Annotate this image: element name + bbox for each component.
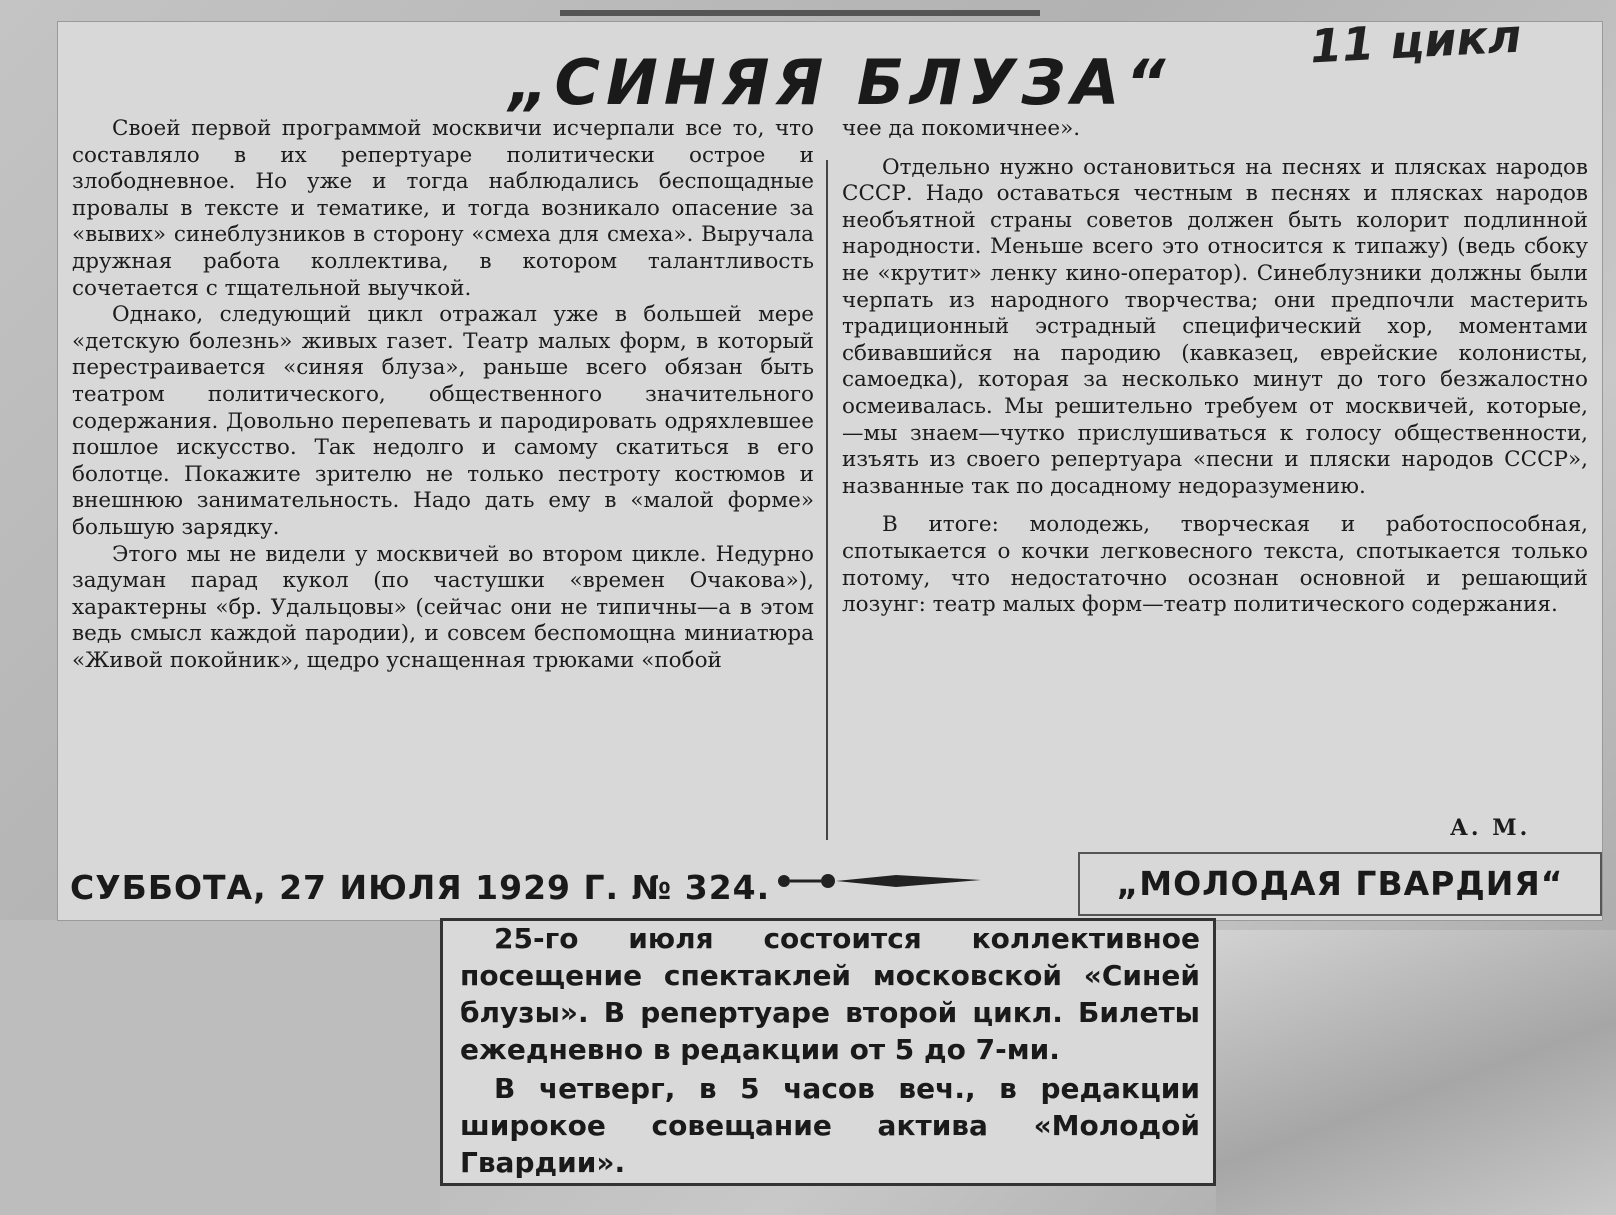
article-left-column xyxy=(72,116,814,674)
left-paragraph-2: Однако, следующий цикл отражал уже в большей мере «детскую болезнь» живых газет. Театр малых форм, в который перестраивается «синяя блуза», раньше всего обязан быть театром политического, общественного значительного содержания. Довольно перепевать и пародировать одряхлевшее пошлое искусство. Так недолго и самому скатиться в его болотце. Покажите зрителю не только пестроту костюмов и внешнюю занимательность. Надо дать ему в «малой форме» большую зарядку. xyxy=(72,302,814,540)
notice-paragraph-2: В четверг, в 5 часов веч., в редакции широкое совещание актива «Молодой Гвардии». xyxy=(460,1072,1200,1179)
left-paragraph-1: Своей первой программой москвичи исчерпали все то, что составляло в их репертуаре политически острое и злободневное. Но уже и тогда наблюдались беспощадные провалы в тексте и тематике, и тогда возникало опасение за «вывих» синеблузников в сторону «смеха для смеха». Выручала дружная работа коллектива, в котором талантливость сочетается с тщательной выучкой. xyxy=(72,116,814,301)
ornament-divider xyxy=(776,872,986,890)
notice-text xyxy=(460,920,1200,1181)
left-paragraph-3: Этого мы не видели у москвичей во втором цикле. Недурно задуман парад кукол (по частушки «времен Очакова»), характерны «бр. Удальцовы» (сейчас они не типичны—а в этом ведь смысл каждой пародии), и совсем беспомощна миниатюра «Живой покойник», щедро уснащенная трюками «побой xyxy=(72,541,814,673)
handwritten-note: 11 цикл xyxy=(1308,8,1523,74)
background-strip-left xyxy=(0,920,440,1215)
right-paragraph-3: В итоге: молодежь, творческая и работоспособная, спотыкается о кочки легковесного текста, спотыкается только потому, что недостаточно осознан основной и решающий лозунг: театр малых форм—театр политического содержания. xyxy=(842,512,1588,618)
background-strip-right xyxy=(1216,930,1616,1215)
newspaper-name: „МОЛОДАЯ ГВАРДИЯ“ xyxy=(1078,852,1602,916)
right-paragraph-2: Отдельно нужно остановиться на песнях и плясках народов СССР. Надо оставаться честным в песнях и плясках народов необъятной страны советов должен быть колорит подлинной народности. Меньше всего это относится к типажу) (ведь сбоку не «крутит» ленку кино-оператор). Синеблузники должны были черпать из народного творчества; они предпочли мастерить традиционный эстрадный специфический хор, моментами сбивавшийся на пародию (кавказец, еврейские колонисты, самоедка), которая за несколько минут до того безжалостно осмеивалась. Мы решительно требуем от москвичей, которые, —мы знаем—чутко прислушиваться к голосу общественности, изъять из своего репертуара «песни и пляски народов СССР», названные так по досадному недоразумению. xyxy=(842,154,1588,499)
article-headline: „СИНЯЯ БЛУЗА“ xyxy=(508,46,1172,119)
right-paragraph-1: чее да покомичнее». xyxy=(842,116,1081,141)
notice-paragraph-1: 25-го июля состоится коллективное посещение спектаклей московской «Синей блузы». В репертуаре второй цикл. Билеты ежедневно в редакции от 5 до 7-ми. xyxy=(460,922,1200,1066)
top-rule xyxy=(560,10,1040,16)
column-divider xyxy=(826,160,828,840)
issue-date-line: СУББОТА, 27 ИЮЛЯ 1929 Г. № 324. xyxy=(70,868,771,907)
article-signature: А. М. xyxy=(1450,815,1531,841)
article-right-column xyxy=(842,116,1588,619)
